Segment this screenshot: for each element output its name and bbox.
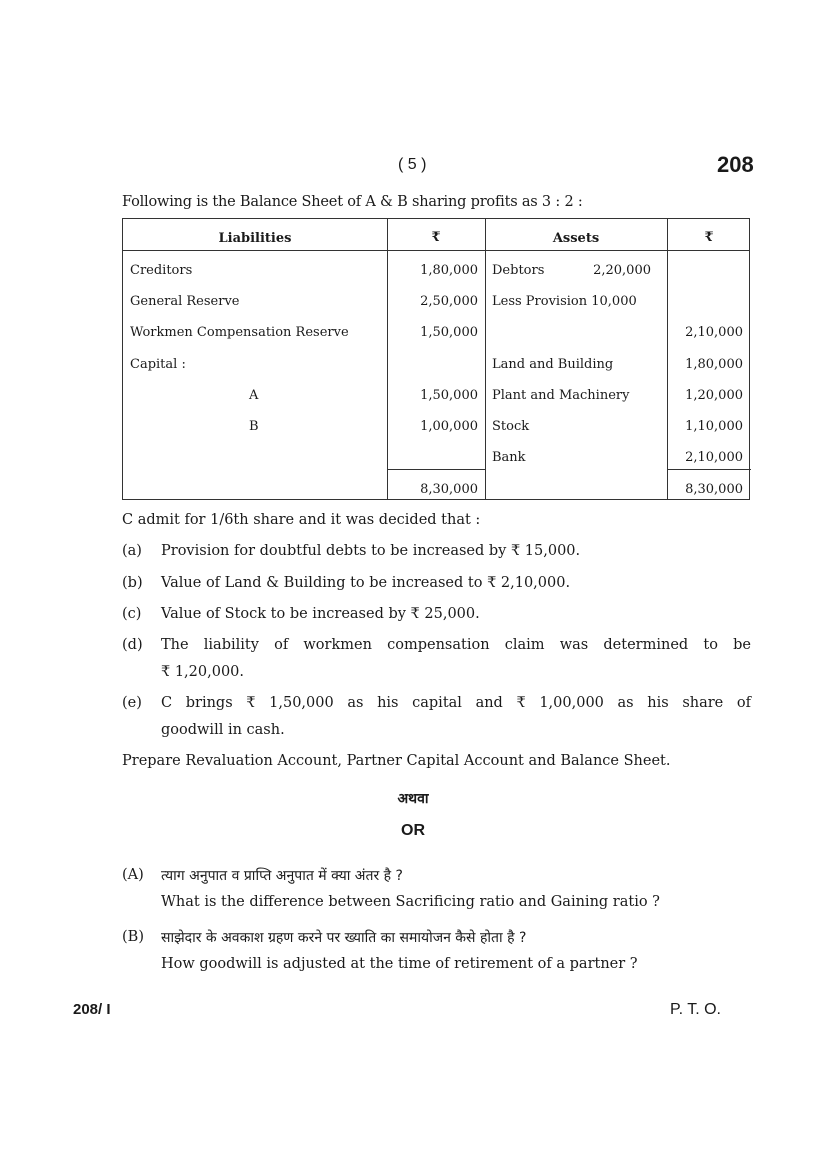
athva-heading: अथवा: [397, 791, 429, 807]
asset-label: Stock: [492, 419, 530, 434]
question-intro: Following is the Balance Sheet of A & B sharing profits as 3 : 2 :: [122, 194, 583, 210]
liability-amount: 1,50,000: [420, 388, 478, 403]
column-divider: [485, 219, 486, 499]
paper-code: 208: [717, 152, 754, 177]
assets-total-line: [667, 469, 751, 470]
admission-note: C admit for 1/6th share and it was decided that :: [122, 512, 481, 528]
liability-amount: 1,80,000: [420, 263, 478, 278]
liability-label: B: [249, 419, 259, 434]
condition-label: (a): [122, 543, 142, 559]
liabilities-total: 8,30,000: [420, 482, 478, 497]
condition-text: Value of Land & Building to be increased to ₹ 2,10,000.: [161, 575, 571, 591]
footer-pto: P. T. O.: [670, 1001, 721, 1018]
part-hindi-text: त्याग अनुपात व प्राप्ति अनुपात में क्या अंतर है ?: [161, 868, 403, 884]
condition-label: (c): [122, 606, 142, 622]
part-label: (A): [122, 867, 144, 883]
or-heading: OR: [401, 822, 425, 839]
part-label: (B): [122, 929, 144, 945]
part-hindi-text: साझेदार के अवकाश ग्रहण करने पर ख्याति का समायोजन कैसे होता है ?: [161, 930, 527, 946]
balance-sheet-table: [122, 218, 750, 500]
liability-label: Creditors: [130, 263, 193, 278]
condition-text: The liability of workmen compensation claim was determined to be: [161, 637, 751, 653]
condition-label: (e): [122, 695, 142, 711]
part-english-text: How goodwill is adjusted at the time of retirement of a partner ?: [161, 956, 638, 972]
asset-amount: 1,20,000: [685, 388, 743, 403]
footer-code: 208/ I: [73, 1001, 111, 1018]
asset-label: Plant and Machinery: [492, 388, 630, 403]
condition-text-continued: ₹ 1,20,000.: [161, 664, 245, 680]
asset-amount: 2,10,000: [685, 325, 743, 340]
condition-text: C brings ₹ 1,50,000 as his capital and ₹ 1,00,000 as his share of: [161, 695, 751, 711]
header-divider: [123, 250, 749, 251]
liability-label: A: [249, 388, 259, 403]
liability-amount: 1,50,000: [420, 325, 478, 340]
part-english-text: What is the difference between Sacrificing ratio and Gaining ratio ?: [161, 894, 660, 910]
asset-amount: 2,10,000: [685, 450, 743, 465]
asset-amount: 1,10,000: [685, 419, 743, 434]
asset-label: Less Provision 10,000: [492, 294, 637, 309]
condition-label: (d): [122, 637, 143, 653]
liabilities-total-line: [387, 469, 485, 470]
header-assets-amount: ₹: [704, 230, 714, 245]
liability-label: Capital :: [130, 357, 186, 372]
condition-text-continued: goodwill in cash.: [161, 722, 285, 738]
condition-text: Value of Stock to be increased by ₹ 25,000.: [161, 606, 480, 622]
condition-label: (b): [122, 575, 143, 591]
liability-label: General Reserve: [130, 294, 240, 309]
asset-label: Land and Building: [492, 357, 614, 372]
asset-label: Bank: [492, 450, 526, 465]
page-number: ( 5 ): [398, 156, 427, 173]
asset-inner-amount: 2,20,000: [593, 263, 651, 278]
asset-label: Debtors: [492, 263, 545, 278]
header-liabilities: Liabilities: [218, 231, 292, 246]
liability-amount: 2,50,000: [420, 294, 478, 309]
liability-label: Workmen Compensation Reserve: [130, 325, 349, 340]
liability-amount: 1,00,000: [420, 419, 478, 434]
asset-amount: 1,80,000: [685, 357, 743, 372]
instruction: Prepare Revaluation Account, Partner Capital Account and Balance Sheet.: [122, 753, 671, 769]
condition-text: Provision for doubtful debts to be increased by ₹ 15,000.: [161, 543, 581, 559]
assets-total: 8,30,000: [685, 482, 743, 497]
header-liabilities-amount: ₹: [431, 230, 441, 245]
column-divider: [387, 219, 388, 499]
header-assets: Assets: [552, 231, 600, 246]
